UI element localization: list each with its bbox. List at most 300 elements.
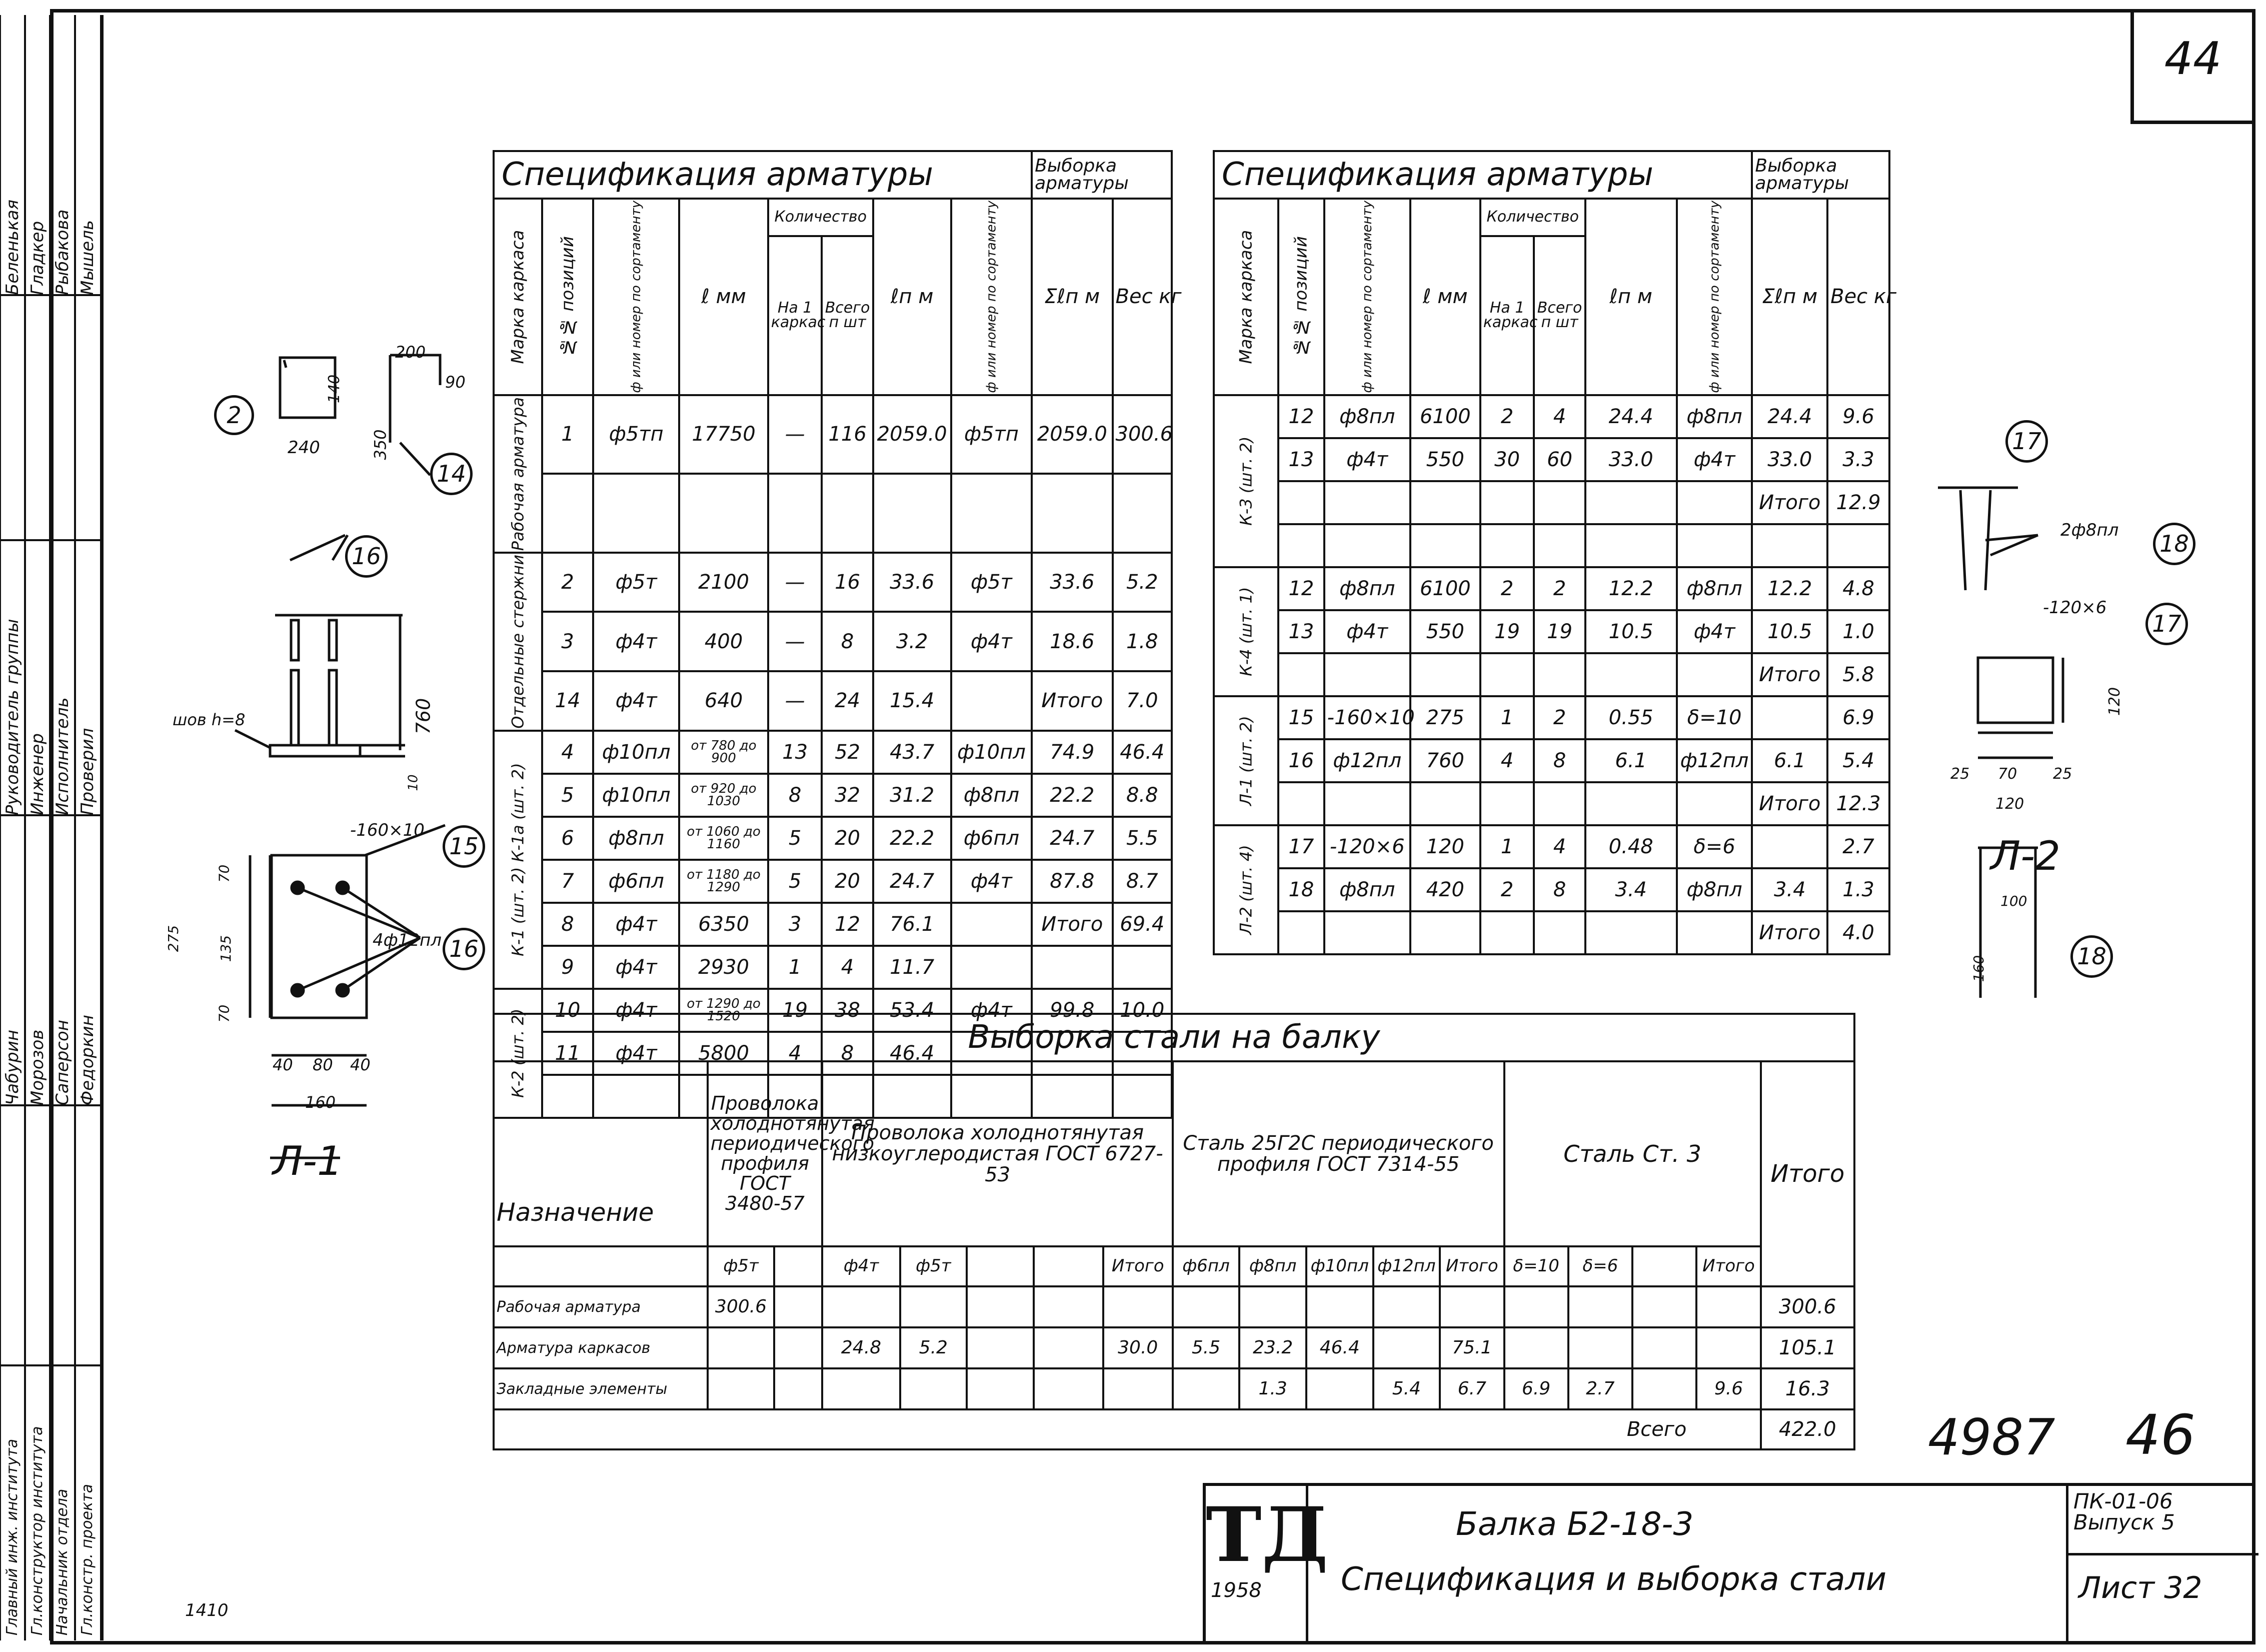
steel-cell	[1034, 1327, 1103, 1368]
group-label: Л-1 (шт. 2)	[1214, 696, 1278, 825]
steel-cell	[1034, 1368, 1103, 1409]
steel-cell: 75.1	[1440, 1327, 1504, 1368]
spec-cell	[1677, 653, 1752, 696]
steel-subhead	[1034, 1246, 1103, 1286]
steel-cell	[774, 1327, 822, 1368]
stamp-role: Исполнитель	[53, 697, 73, 815]
side-stamp-names-top	[0, 50, 100, 295]
spec-cell	[1585, 911, 1677, 954]
stamp-role: Начальник отдела	[54, 1488, 71, 1635]
stamp-name: Чабурин	[3, 1029, 23, 1105]
spec-cell	[1410, 911, 1480, 954]
th-qty: Количество	[768, 199, 873, 236]
spec-cell	[768, 474, 822, 553]
spec-cell: ф4т	[593, 903, 679, 946]
spec-cell: ф8пл	[951, 774, 1032, 817]
steel-table	[493, 1013, 1855, 1450]
l1-dim-v2: 135	[218, 935, 235, 962]
spec-cell: 24.7	[1032, 817, 1112, 860]
spec-cell	[1410, 481, 1480, 524]
spec-cell: 4.8	[1827, 567, 1889, 610]
spec-cell: —	[768, 553, 822, 612]
spec-cell: 17	[1278, 825, 1324, 868]
spec-cell: ф4т	[951, 860, 1032, 903]
steel-row-total: 105.1	[1761, 1327, 1854, 1368]
spec-cell: 87.8	[1032, 860, 1112, 903]
spec-cell: ф6пл	[593, 860, 679, 903]
spec-cell	[1677, 782, 1752, 825]
detail-drawings-right	[1930, 425, 2130, 1025]
spec-cell: 1	[542, 395, 593, 474]
spec-cell: —	[768, 671, 822, 731]
steel-cell	[1504, 1286, 1568, 1327]
spec-cell: 4.0	[1827, 911, 1889, 954]
spec-cell: 16	[1278, 739, 1324, 782]
spec-cell	[951, 671, 1032, 731]
group-label: Отдельные стержни	[494, 553, 542, 731]
spec-cell	[1677, 481, 1752, 524]
stamp-name: Беленькая	[3, 200, 23, 295]
spec-cell	[1585, 481, 1677, 524]
spec-cell	[1278, 481, 1324, 524]
spec-cell: 12.2	[1752, 567, 1827, 610]
steel-cell	[967, 1286, 1034, 1327]
spec-cell	[1324, 481, 1410, 524]
spec-cell: 10.5	[1585, 610, 1677, 653]
spec-cell: ф4т	[593, 989, 679, 1032]
spec-cell	[1324, 653, 1410, 696]
spec-cell: 32	[822, 774, 873, 817]
spec-cell: 46.4	[873, 1032, 951, 1075]
group-label: К-4 (шт. 1)	[1214, 567, 1278, 696]
steel-row	[494, 1368, 1854, 1409]
mark-14: 14	[430, 453, 473, 495]
title-right-cell	[2066, 1486, 2258, 1644]
steel-subhead: ф12пл	[1373, 1246, 1440, 1286]
spec-cell	[1677, 524, 1752, 567]
steel-row	[494, 1327, 1854, 1368]
l2-dim-h1: 25	[1950, 765, 1970, 783]
spec-cell: 1	[1480, 696, 1534, 739]
l1-dim-v4: 275	[165, 925, 182, 952]
steel-row-name: Арматура каркасов	[494, 1327, 708, 1368]
spec-cell: 5.5	[1113, 817, 1172, 860]
l1-dim-v3: 70	[216, 1004, 233, 1023]
spec-cell: 19	[1534, 610, 1585, 653]
spec-cell	[1480, 782, 1534, 825]
th-mark: Марка каркаса	[494, 199, 542, 395]
spec-cell: 2	[1480, 395, 1534, 438]
spec-cell: 12	[822, 903, 873, 946]
spec-row	[1214, 567, 1889, 610]
l2-label: Л-2	[1990, 833, 2060, 879]
steel-subhead: ф5т	[900, 1246, 967, 1286]
group-label: К-2 (шт. 2)	[494, 989, 542, 1118]
steel-group-2: Проволока холоднотянутая низкоуглеродистая ГОСТ 6727-53	[822, 1061, 1172, 1246]
spec-cell: Итого	[1032, 671, 1112, 731]
spec-row	[1214, 395, 1889, 438]
steel-subhead: Итого	[1696, 1246, 1760, 1286]
steel-subhead: ф6пл	[1173, 1246, 1240, 1286]
spec-row	[494, 612, 1172, 671]
spec-cell: 4	[542, 731, 593, 774]
steel-row-total: 300.6	[1761, 1286, 1854, 1327]
spec-cell	[1480, 653, 1534, 696]
spec-cell: 6100	[1410, 567, 1480, 610]
spec-cell: ф8пл	[1677, 868, 1752, 911]
spec-cell: 19	[768, 989, 822, 1032]
spec-row	[494, 860, 1172, 903]
l2-dim-h2: 70	[1998, 765, 2017, 783]
spec-cell: ф8пл	[1677, 395, 1752, 438]
th-sum: Σℓп м	[1752, 199, 1827, 395]
stamp-name: Гладкер	[28, 221, 48, 295]
spec-cell: 2	[1480, 567, 1534, 610]
spec-cell: 3.2	[873, 612, 951, 671]
spec-cell: 1.0	[1827, 610, 1889, 653]
spec-cell: 1.3	[1827, 868, 1889, 911]
group-label: К-1 (шт. 2) К-1а (шт. 2)	[494, 731, 542, 989]
spec-cell: ф4т	[1324, 610, 1410, 653]
steel-subhead: ф8пл	[1239, 1246, 1306, 1286]
spec-cell: ф8пл	[1324, 567, 1410, 610]
spec-cell: ф4т	[951, 989, 1032, 1032]
spec-cell: 11.7	[873, 946, 951, 989]
spec-cell	[1534, 653, 1585, 696]
steel-cell: 9.6	[1696, 1368, 1760, 1409]
title-line-1: Балка Б2-18-3	[1456, 1506, 1694, 1543]
spec-row	[494, 395, 1172, 474]
steel-cell	[1173, 1368, 1240, 1409]
spec-cell: 8	[1534, 868, 1585, 911]
spec-cell: 4	[1534, 395, 1585, 438]
l1-dim-h3: 40	[350, 1055, 371, 1074]
spec-cell: 3	[542, 612, 593, 671]
spec-cell: ф8пл	[1677, 567, 1752, 610]
spec-row	[1214, 782, 1889, 825]
spec-cell: 76.1	[873, 903, 951, 946]
spec-cell: 9	[542, 946, 593, 989]
spec-cell: δ=10	[1677, 696, 1752, 739]
spec-cell: 17750	[679, 395, 768, 474]
steel-cell	[1696, 1327, 1760, 1368]
spec-cell: от 1290 до 1520	[679, 989, 768, 1032]
spec-cell: 12.2	[1585, 567, 1677, 610]
steel-cell	[1103, 1286, 1173, 1327]
spec-cell	[951, 474, 1032, 553]
spec-cell: 1	[1480, 825, 1534, 868]
spec-cell: ф8пл	[1324, 868, 1410, 911]
l1-dim-h1: 40	[273, 1055, 293, 1074]
steel-all-spacer	[1696, 1409, 1760, 1449]
right-spec-title: Спецификация арматуры	[1214, 151, 1752, 199]
spec-cell: 60	[1534, 438, 1585, 481]
spec-row	[1214, 524, 1889, 567]
spec-cell: 38	[822, 989, 873, 1032]
spec-cell: 22.2	[1032, 774, 1112, 817]
stamp-role: Главный инж. института	[4, 1438, 21, 1635]
steel-row-total: 16.3	[1761, 1368, 1854, 1409]
steel-group-1: Проволока холоднотянутая периодического профиля ГОСТ 3480-57	[708, 1061, 823, 1246]
spec-cell	[679, 474, 768, 553]
spec-cell: 2	[1480, 868, 1534, 911]
steel-subhead: ф5т	[708, 1246, 775, 1286]
title-block	[1203, 1483, 2255, 1644]
steel-subhead: Итого	[1440, 1246, 1504, 1286]
spec-cell: от 1060 до 1160	[679, 817, 768, 860]
spec-cell: Итого	[1752, 653, 1827, 696]
spec-cell	[1585, 653, 1677, 696]
spec-cell: 24	[822, 671, 873, 731]
steel-cell: 300.6	[708, 1286, 775, 1327]
stamp-role: Гл.конструктор института	[29, 1426, 46, 1635]
spec-cell: 12.3	[1827, 782, 1889, 825]
spec-cell: ф10пл	[951, 731, 1032, 774]
spec-row	[1214, 739, 1889, 782]
spec-cell	[1113, 946, 1172, 989]
spec-cell: 2	[542, 553, 593, 612]
spec-row	[494, 731, 1172, 774]
spec-cell: 24.4	[1752, 395, 1827, 438]
spec-row	[1214, 868, 1889, 911]
right-spec-title2: Выборка арматуры	[1752, 151, 1889, 199]
steel-cell	[1568, 1286, 1632, 1327]
spec-cell: 8	[822, 1032, 873, 1075]
steel-subhead	[774, 1246, 822, 1286]
mark-18-top: 18	[2153, 523, 2195, 565]
spec-cell: 550	[1410, 438, 1480, 481]
spec-cell	[542, 474, 593, 553]
spec-cell: ф4т	[951, 612, 1032, 671]
left-spec-title2: Выборка арматуры	[1032, 151, 1172, 199]
steel-cell: 24.8	[822, 1327, 900, 1368]
steel-subhead-blank	[494, 1246, 708, 1286]
spec-cell	[1534, 782, 1585, 825]
spec-cell	[1752, 524, 1827, 567]
spec-cell	[1278, 524, 1324, 567]
steel-cell: 6.7	[1440, 1368, 1504, 1409]
steel-cell	[1373, 1286, 1440, 1327]
spec-cell: 4	[1534, 825, 1585, 868]
spec-cell: ф4т	[1677, 610, 1752, 653]
th-length: ℓ мм	[1410, 199, 1480, 395]
th-sum: Σℓп м	[1032, 199, 1112, 395]
mark-15: 15	[443, 825, 485, 868]
steel-cell	[1306, 1286, 1373, 1327]
spec-cell: от 780 до 900	[679, 731, 768, 774]
spec-cell: ф4т	[593, 671, 679, 731]
spec-cell: -120×6	[1324, 825, 1410, 868]
mark-2: 2	[214, 395, 254, 435]
p14-dim-c: 350	[371, 429, 390, 460]
spec-cell: 3.3	[1827, 438, 1889, 481]
p18-dim-w: 100	[2000, 893, 2027, 909]
spec-cell	[1410, 524, 1480, 567]
group-label: Рабочая арматура	[494, 395, 542, 553]
spec-cell	[1752, 696, 1827, 739]
series-text: ПК-01-06 Выпуск 5	[2073, 1489, 2175, 1534]
side-stamp-names-bottom	[0, 815, 100, 1105]
th-diam2: ф или номер по сортаменту	[1677, 199, 1752, 395]
spec-cell: 7	[542, 860, 593, 903]
spec-cell	[1278, 911, 1324, 954]
archive-page: 46	[2125, 1403, 2195, 1467]
spec-cell: 7.0	[1113, 671, 1172, 731]
stamp-name: Мышель	[78, 220, 98, 295]
th-weight: Вес кг	[1827, 199, 1889, 395]
steel-cell	[1306, 1368, 1373, 1409]
spec-cell: 3.4	[1752, 868, 1827, 911]
spec-cell: δ=6	[1677, 825, 1752, 868]
stamp-role: Проверил	[78, 728, 98, 815]
spec-cell: 2.7	[1827, 825, 1889, 868]
spec-cell: 2	[1534, 567, 1585, 610]
p18-dim-h: 160	[1970, 955, 1987, 982]
spec-cell: 19	[1480, 610, 1534, 653]
spec-cell: 5800	[679, 1032, 768, 1075]
steel-subhead: δ=10	[1504, 1246, 1568, 1286]
spec-cell: 5.8	[1827, 653, 1889, 696]
spec-cell: ф4т	[1677, 438, 1752, 481]
spec-cell: 69.4	[1113, 903, 1172, 946]
spec-cell	[822, 474, 873, 553]
spec-cell	[1324, 524, 1410, 567]
bottom-code: 1410	[185, 1600, 229, 1620]
spec-cell	[1410, 782, 1480, 825]
spec-cell	[1032, 474, 1112, 553]
th-ln: ℓп м	[873, 199, 951, 395]
spec-cell: ф8пл	[1324, 395, 1410, 438]
l1-plate	[270, 745, 360, 756]
l1-height: 760	[412, 698, 435, 735]
steel-cell	[1173, 1286, 1240, 1327]
spec-cell	[1113, 474, 1172, 553]
spec-row	[1214, 481, 1889, 524]
spec-cell: ф5т	[593, 553, 679, 612]
steel-cell: 5.2	[900, 1327, 967, 1368]
spec-cell: 11	[542, 1032, 593, 1075]
spec-cell: ф4т	[593, 946, 679, 989]
spec-row	[494, 946, 1172, 989]
steel-cell	[708, 1368, 775, 1409]
spec-cell: 15.4	[873, 671, 951, 731]
right-spec-table	[1213, 150, 1897, 955]
spec-cell: 12.9	[1827, 481, 1889, 524]
th-diam2: ф или номер по сортаменту	[951, 199, 1032, 395]
l2-dim-h4: 120	[1995, 795, 2024, 813]
spec-cell: ф12пл	[1677, 739, 1752, 782]
spec-cell	[1534, 911, 1585, 954]
spec-cell	[1410, 653, 1480, 696]
stamp-name: Морозов	[28, 1029, 48, 1105]
th-mark: Марка каркаса	[1214, 199, 1278, 395]
steel-cell	[1632, 1368, 1696, 1409]
steel-purpose-header: Назначение	[494, 1061, 708, 1246]
th-pos: №№ позиций	[542, 199, 593, 395]
steel-cell: 6.9	[1504, 1368, 1568, 1409]
spec-row	[1214, 696, 1889, 739]
spec-row	[1214, 825, 1889, 868]
steel-cell	[1632, 1327, 1696, 1368]
l1-plate-label: -160×10	[350, 820, 425, 840]
spec-cell: 24.7	[873, 860, 951, 903]
right-spec-body	[1214, 395, 1889, 954]
spec-cell: 4	[768, 1032, 822, 1075]
spec-cell: 275	[1410, 696, 1480, 739]
spec-cell	[951, 903, 1032, 946]
spec-cell: Итого	[1752, 911, 1827, 954]
spec-cell: ф4т	[1324, 438, 1410, 481]
spec-cell: 52	[822, 731, 873, 774]
l2-height: 120	[2106, 687, 2124, 716]
th-qty-all: Всего п шт	[1534, 236, 1585, 395]
stamp-role: Руководитель группы	[3, 619, 23, 815]
detail-drawings-left	[100, 325, 480, 1225]
steel-cell: 46.4	[1306, 1327, 1373, 1368]
spec-cell	[1324, 911, 1410, 954]
mark-17-mid: 17	[2145, 603, 2188, 645]
spec-row	[494, 903, 1172, 946]
steel-subhead	[967, 1246, 1034, 1286]
side-stamp-roles-bottom	[0, 1365, 100, 1635]
spec-cell: 10.5	[1752, 610, 1827, 653]
steel-cell	[774, 1368, 822, 1409]
spec-cell	[1278, 653, 1324, 696]
spec-cell: 99.8	[1032, 989, 1112, 1032]
spec-cell: 2	[1534, 696, 1585, 739]
spec-cell: 24.4	[1585, 395, 1677, 438]
spec-cell: 4	[1480, 739, 1534, 782]
spec-cell: —	[768, 395, 822, 474]
steel-subhead: ф4т	[822, 1246, 900, 1286]
spec-cell: 2059.0	[873, 395, 951, 474]
steel-all-label: Всего	[494, 1409, 1696, 1449]
spec-cell: 2100	[679, 553, 768, 612]
spec-cell	[1585, 782, 1677, 825]
spec-cell	[1480, 524, 1534, 567]
l1-weld: шов h=8	[173, 710, 246, 729]
spec-cell: ф4т	[593, 612, 679, 671]
spec-row	[1214, 610, 1889, 653]
spec-cell: 5.4	[1827, 739, 1889, 782]
left-spec-body	[494, 395, 1172, 1118]
spec-cell: 4	[822, 946, 873, 989]
steel-cell: 1.3	[1239, 1368, 1306, 1409]
l2-dim-h3: 25	[2053, 765, 2072, 783]
l1-label: Л-1	[273, 1138, 343, 1184]
th-qty-all: Всего п шт	[822, 236, 873, 395]
spec-cell: 14	[542, 671, 593, 731]
spec-cell: 300.6	[1113, 395, 1172, 474]
stamp-name: Саперсон	[53, 1019, 73, 1105]
spec-cell: 120	[1410, 825, 1480, 868]
mark-17-top: 17	[2005, 420, 2048, 463]
list-number: Лист 32	[2078, 1570, 2202, 1605]
spec-cell: 46.4	[1113, 731, 1172, 774]
left-spec-title: Спецификация арматуры	[494, 151, 1032, 199]
spec-row	[1214, 653, 1889, 696]
sheet-number-box	[2130, 9, 2255, 124]
spec-row	[494, 774, 1172, 817]
spec-cell: 0.48	[1585, 825, 1677, 868]
spec-cell: 33.6	[1032, 553, 1112, 612]
title-logo-cell	[1206, 1486, 1328, 1644]
spec-cell	[1534, 481, 1585, 524]
spec-cell: 74.9	[1032, 731, 1112, 774]
spec-cell: —	[768, 612, 822, 671]
steel-cell	[774, 1286, 822, 1327]
steel-cell	[1696, 1286, 1760, 1327]
